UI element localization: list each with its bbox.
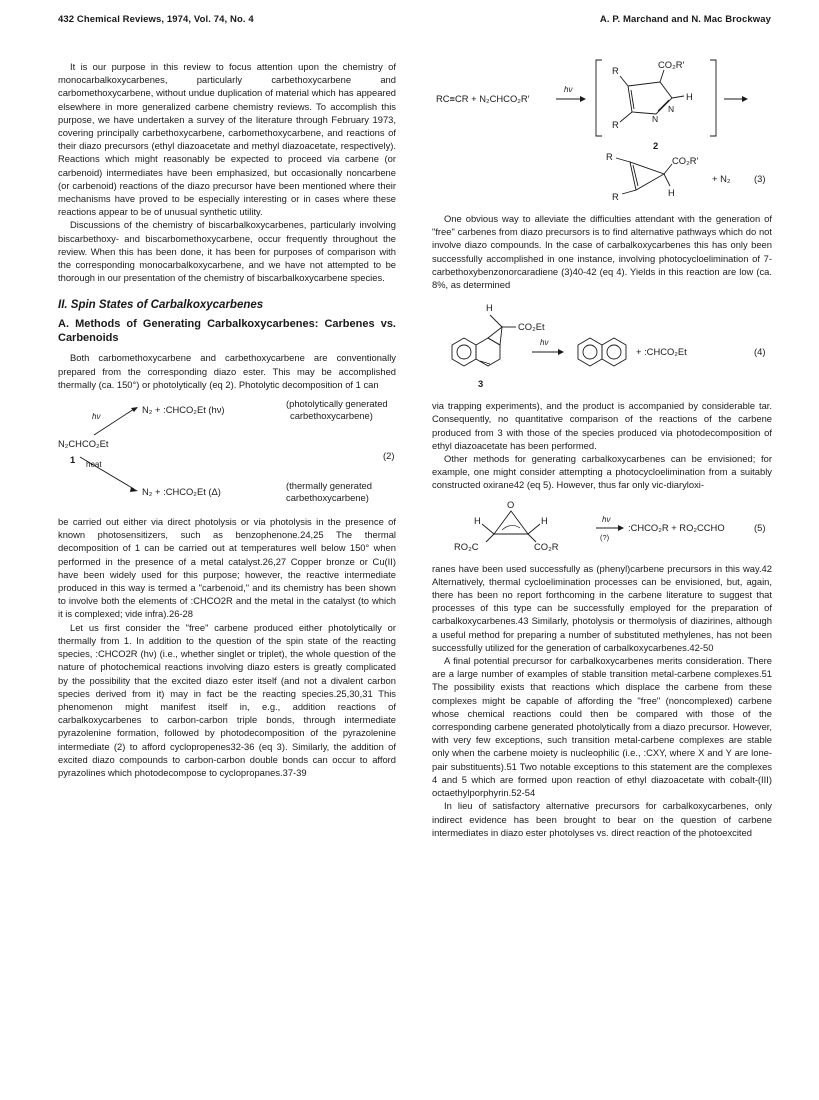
eq4-number: (4)	[754, 346, 766, 358]
trapping-paragraph: via trapping experiments), and the product is accompanied by considerable tar. Consequently, no quantitative comparison of the reactions of the carbene produced from 3 with those of the species produced via photodecomposition of ethyl diazoacetate has been performed.	[432, 400, 772, 451]
eq3-co2r-top: CO₂R′	[658, 59, 685, 70]
eq3-hv: hν	[564, 85, 573, 94]
running-header-right: A. P. Marchand and N. Mac Brockway	[599, 14, 771, 25]
eq5-hv: hν	[602, 514, 611, 524]
other-methods-paragraph: Other methods for generating carbalkoxycarbenes can be envisioned; for example, one might consider attempting a photocycloelimination from a suitably constructed oxirane42 (eq 5). However, thus far only vic-diaryloxi-	[432, 453, 772, 491]
equation-3	[432, 56, 772, 206]
eq5-h-left: H	[474, 514, 481, 526]
eq3-cp-h: H	[668, 187, 675, 198]
eq5-h-right: H	[541, 514, 548, 526]
generation-paragraph: Both carbomethoxycarbene and carbethoxycarbene are conventionally prepared from the corresponding diazo ester. This may be accomplished thermally (ca. 150°) or photolytically (eq 2). Photolytic decomposition of 1 can	[58, 352, 396, 390]
eq4-label-3: 3	[478, 378, 484, 390]
eq2-product-top: N₂ + :CHCO₂Et (hν)	[142, 404, 225, 416]
eq3-number: (3)	[754, 173, 766, 184]
eq2-note-top-2: carbethoxycarbene)	[290, 410, 373, 422]
eq5-o: O	[507, 498, 515, 510]
equation-5	[432, 498, 772, 556]
eq3-plus-n2: + N₂	[712, 173, 731, 184]
equation-2	[58, 397, 396, 509]
eq5-co2r: CO₂R	[534, 540, 559, 552]
eq3-reactants: RC≡CR + N₂CHCO₂R′	[436, 93, 530, 104]
equation-4	[432, 297, 772, 393]
eq3-cp-co2r: CO₂R′	[672, 155, 699, 166]
eq5-product: :CHCO₂R + RO₂CCHO	[628, 521, 725, 533]
eq2-note-bottom-1: (thermally generated	[286, 480, 372, 492]
eq4-product: + :CHCO₂Et	[636, 346, 687, 358]
eq4-co2et: CO₂Et	[518, 321, 545, 333]
eq3-h-top: H	[686, 91, 693, 102]
eq3-cp-r-top: R	[606, 151, 613, 162]
eq3-r-bottom: R	[612, 119, 619, 130]
subsection-heading: A. Methods of Generating Carbalkoxycarbenes: Carbenes vs. Carbenoids	[58, 318, 396, 344]
eq5-ro2c: RO₂C	[454, 540, 479, 552]
eq3-r-top: R	[612, 65, 619, 76]
eq2-number: (2)	[383, 450, 395, 462]
left-column	[58, 60, 396, 779]
eq2-product-bottom: N₂ + :CHCO₂Et (Δ)	[142, 486, 221, 498]
free-carbene-paragraph: Let us first consider the "free" carbene produced either photolytically or thermally from 1. In addition to the question of the spin state of the reacting species, :CHCO2R (hν) (i.e., whether singlet or triplet), the whole question of the nature of photochemical reactions involving diazo esters is greatly complicated by the possibility that the excited diazo ester itself (and not a divalent carbon species derived from it) may in fact be the reacting species.25,30,31 This phenomenon might manifest itself in, e.g., addition reactions of carbalkoxycarbenes to carbon-carbon triple bonds, through intermediate pyrazolenine formation, followed by photodecomposition of the pyrazolenine intermediate (2) to afford cyclopropenes32-36 (eq 3). Similarly, the addition of excited diazo compounds to carbon-carbon double bonds can occur to afford pyrazolines which photodecompose to cyclopropanes.37-39	[58, 621, 396, 778]
eq3-cp-r-bottom: R	[612, 191, 619, 202]
eq3-label-2: 2	[653, 140, 659, 151]
eq4-hv: hν	[540, 338, 549, 348]
catalysis-paragraph: be carried out either via direct photolysis or via photolysis in the presence of known photosensitizers, such as benzophenone.24,25 The thermal decomposition of 1 can be carried out at temperatures well below 150° when performed in the presence of a metal catalyst.26,27 Copper bronze or Cu(II) have been widely used for this purpose; however, the reactive intermediate produced in this way is termed a "carbenoid," and its chemistry has been shown to involve both the elements of :CHCO2R and the metal in the catalyst (to which it is complexed; vide infra).26-28	[58, 516, 396, 620]
eq5-number: (5)	[754, 521, 766, 533]
eq5-question: (?)	[600, 532, 610, 542]
right-column	[432, 56, 772, 839]
eq2-reactant: N₂CHCO₂Et	[58, 438, 109, 450]
section-heading: II. Spin States of Carbalkoxycarbenes	[58, 299, 264, 312]
indirect-evidence-paragraph: In lieu of satisfactory alternative precursors for carbalkoxycarbenes, only indirect evidence has been brought to bear on the question of carbene intermediates in diazo ester photolyses vs. direct reaction of the photoexcited	[432, 800, 772, 838]
eq2-hv: hν	[92, 412, 101, 422]
eq3-n-2: N	[652, 114, 659, 124]
biscarbalkoxy-paragraph: Discussions of the chemistry of biscarbalkoxycarbenes, particularly involving biscarbethoxy- and biscarbomethoxycarbene, occur frequently throughout the review. When this has been done, it has been for purposes of comparison with the corresponding monocarbalkoxycarbene, and we have not attempted to be thorough in our presentation of the chemistry of biscarbalkoxycarbene species.	[58, 219, 396, 284]
intro-paragraph: It is our purpose in this review to focus attention upon the chemistry of monocarbalkoxycarbenes, particularly carbethoxycarbene and carbomethoxycarbene, without undue duplication of material which has appeared elsewhere in more generalized carbene chemistry reviews. To accomplish this purpose, we have undertaken a survey of the literature through February 1973, covering principally carbethoxycarbene, carbomethoxycarbene, and reactions of their diazo precursors (ethyl diazoacetate and methyl diazoacetate, respectively). Reactions which might reasonably be expected to proceed via carbene (or carbenoid) intermediates have been emphasized, but occasionally noncarbene (or carbenoid) reactions of the diazo precursor have been mentioned where their mechanisms have proved to be especially interesting or in cases where these reactions appear to be of unusual synthetic utility.	[58, 61, 396, 218]
oxirane-paragraph: ranes have been used successfully as (phenyl)carbene precursors in this way.42 Alternatively, thermal cycloelimination processes can be envisioned, but, again, there has been no report forthcoming in the carbene literature to suggest that processes of this type can be successfully employed for the preparation of carbalkoxycarbenes.43 Similarly, photolysis or thermolysis of diazirines, although a useful method for preparing a number of substituted methylenes, has not been successfully utilized for the generation of carbalkoxycarbenes.42-50	[432, 562, 772, 653]
running-header-left: 432 Chemical Reviews, 1974, Vol. 74, No. 4	[58, 14, 254, 25]
eq2-note-bottom-2: carbethoxycarbene)	[286, 492, 369, 504]
eq4-h: H	[486, 302, 493, 314]
metal-carbene-paragraph: A final potential precursor for carbalkoxycarbenes merits consideration. There are a large number of examples of stable transition metal-carbene complexes.51 The possibility exists that reactions which displace the carbene from these complexes might be capable of affording the "free" (noncomplexed) carbene whose chemical reactions could then be compared with those of the corresponding carbene generated photolytically from a diazo precursor. However, with very few exceptions, such transition metal-carbene complexes are stable only when the carbene moiety is nucleophilic (i.e., :CXY, where X and Y are lone-pair substituents).51 Two notable exceptions to this statement are the complexes 4 and 5 which are formed upon reaction of ethyl diazoacetate with cobalt-(III) octaethylporphyrin.52-54	[432, 655, 772, 799]
eq2-heat: heat	[86, 460, 102, 470]
eq2-note-top-1: (photolytically generated	[286, 398, 388, 410]
alternative-pathways-paragraph: One obvious way to alleviate the difficulties attendant with the generation of "free" carbenes from diazo precursors is to find alternative pathways which do not involve diazo compounds. In the case of carbalkoxycarbenes this has only been successfully accomplished in one instance, involving photocycloelimination of 7-carbethoxybenzonorcaradiene (3)40-42 (eq 4). Yields in this reaction are low (ca. 8%, as determined	[432, 213, 772, 291]
eq3-n-1: N	[668, 104, 675, 114]
eq2-label-1: 1	[70, 454, 76, 466]
